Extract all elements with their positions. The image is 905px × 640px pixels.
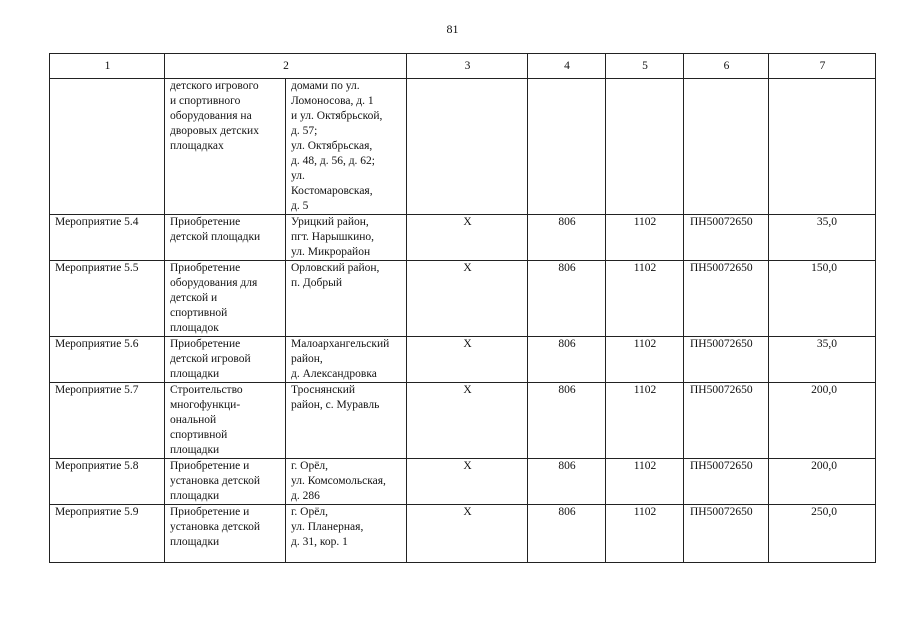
col-5-cell [606,79,684,215]
description-cell: Приобретение детской площадки [165,215,286,261]
col-3-cell: Х [407,215,528,261]
amount-cell: 35,0 [769,215,876,261]
col-5-cell: 1102 [606,261,684,337]
code-cell: ПН50072650 [684,383,769,459]
description-cell: Приобретение и установка детской площадки [165,505,286,563]
location-cell: г. Орёл, ул. Планерная, д. 31, кор. 1 [286,505,407,563]
row-label-cell: Мероприятие 5.9 [50,505,165,563]
col-5-cell: 1102 [606,215,684,261]
col-4-cell: 806 [528,261,606,337]
description-cell: Строительство многофункци- ональной спортивной площадки [165,383,286,459]
description-cell: Приобретение оборудования для детской и спортивной площадок [165,261,286,337]
page-number: 81 [446,22,459,36]
amount-cell: 250,0 [769,505,876,563]
code-cell: ПН50072650 [684,459,769,505]
table-row [50,505,876,563]
amount-cell: 200,0 [769,459,876,505]
table-row [50,215,876,261]
header-col-7: 7 [769,54,876,79]
header-col-4: 4 [528,54,606,79]
col-5-cell: 1102 [606,505,684,563]
header-col-5: 5 [606,54,684,79]
code-cell: ПН50072650 [684,337,769,383]
header-col-2: 2 [165,54,407,79]
header-col-3: 3 [407,54,528,79]
header-col-1: 1 [50,54,165,79]
code-cell [684,79,769,215]
table-row [50,337,876,383]
code-cell: ПН50072650 [684,261,769,337]
row-label-cell: Мероприятие 5.8 [50,459,165,505]
col-5-cell: 1102 [606,337,684,383]
document-table [49,53,876,563]
code-cell: ПН50072650 [684,215,769,261]
col-4-cell: 806 [528,383,606,459]
amount-cell: 35,0 [769,337,876,383]
row-label-cell [50,79,165,215]
header-row [50,54,876,79]
col-4-cell: 806 [528,337,606,383]
col-5-cell: 1102 [606,383,684,459]
col-4-cell: 806 [528,459,606,505]
col-3-cell: Х [407,337,528,383]
location-cell: г. Орёл, ул. Комсомольская, д. 286 [286,459,407,505]
description-cell: Приобретение детской игровой площадки [165,337,286,383]
row-label-cell: Мероприятие 5.5 [50,261,165,337]
row-label-cell: Мероприятие 5.4 [50,215,165,261]
table-row [50,261,876,337]
location-cell: Орловский район, п. Добрый [286,261,407,337]
col-4-cell [528,79,606,215]
table-row [50,79,876,215]
col-3-cell: Х [407,459,528,505]
location-cell: Троснянский район, с. Муравль [286,383,407,459]
code-cell: ПН50072650 [684,505,769,563]
location-cell: домами по ул. Ломоносова, д. 1 и ул. Октябрьской, д. 57; ул. Октябрьская, д. 48, д. 56, д. 62; ул. Костомаровская, д. 5 [286,79,407,215]
col-4-cell: 806 [528,215,606,261]
amount-cell [769,79,876,215]
col-3-cell [407,79,528,215]
table-row [50,383,876,459]
table-row [50,459,876,505]
location-cell: Малоархангельский район, д. Александровка [286,337,407,383]
col-3-cell: Х [407,261,528,337]
location-cell: Урицкий район, пгт. Нарышкино, ул. Микрорайон [286,215,407,261]
amount-cell: 200,0 [769,383,876,459]
col-3-cell: Х [407,383,528,459]
col-4-cell: 806 [528,505,606,563]
table-body [50,79,876,563]
amount-cell: 150,0 [769,261,876,337]
row-label-cell: Мероприятие 5.7 [50,383,165,459]
row-label-cell: Мероприятие 5.6 [50,337,165,383]
description-cell: детского игрового и спортивного оборудования на дворовых детских площадках [165,79,286,215]
description-cell: Приобретение и установка детской площадки [165,459,286,505]
header-col-6: 6 [684,54,769,79]
col-5-cell: 1102 [606,459,684,505]
col-3-cell: Х [407,505,528,563]
